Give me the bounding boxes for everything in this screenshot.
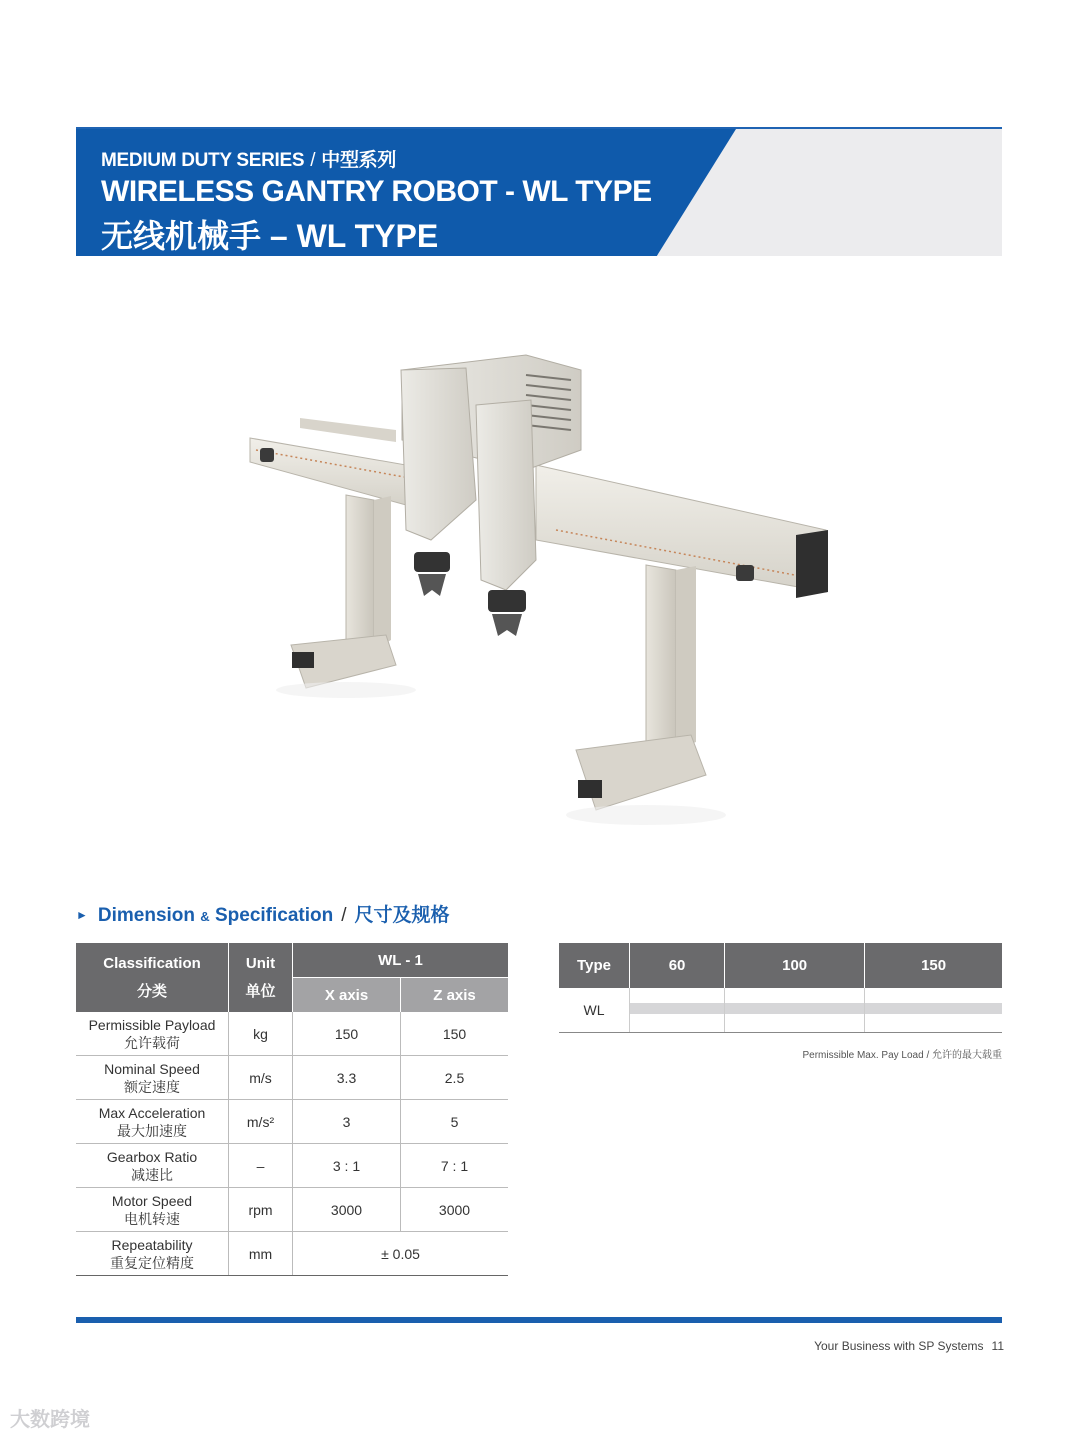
watermark: 大数跨境 [10, 1409, 90, 1431]
section-heading-cn: 尺寸及规格 [354, 905, 450, 926]
gantry-robot-image [236, 330, 842, 850]
table-row: Motor Speed 电机转速 rpm 3000 3000 [76, 1188, 508, 1232]
col-x-axis: X axis [293, 978, 401, 1013]
col-100: 100 [725, 943, 865, 988]
col-150: 150 [865, 943, 1002, 988]
page-number: 11 [991, 1339, 1004, 1353]
footer-divider [76, 1317, 1002, 1323]
table-row: Repeatability 重复定位精度 mm ± 0.05 [76, 1232, 508, 1276]
payload-note: Permissible Max. Pay Load / 允许的最大载重 [802, 1050, 1002, 1061]
page-title: WIRELESS GANTRY ROBOT - WL TYPE [101, 175, 652, 208]
spec-table [76, 943, 508, 1276]
table-row: WL [559, 988, 1002, 1033]
col-model: WL - 1 [293, 943, 509, 978]
triangle-bullet-icon: ► [76, 908, 88, 922]
section-heading: ► Dimension & Specification / 尺寸及规格 [76, 905, 450, 926]
col-60: 60 [630, 943, 725, 988]
type-table [559, 943, 1002, 1033]
table-row: Max Acceleration 最大加速度 m/s² 3 5 [76, 1100, 508, 1144]
table-row: Nominal Speed 额定速度 m/s 3.3 2.5 [76, 1056, 508, 1100]
table-row: Gearbox Ratio 减速比 – 3 : 1 7 : 1 [76, 1144, 508, 1188]
col-z-axis: Z axis [401, 978, 509, 1013]
table-row: Permissible Payload 允许载荷 kg 150 150 [76, 1012, 508, 1056]
col-unit: Unit 单位 [229, 943, 293, 1012]
col-type: Type [559, 943, 630, 988]
page-title-cn: 无线机械手 – WL TYPE [101, 218, 439, 254]
series-label-cn: 中型系列 [321, 150, 397, 171]
col-classification: Classification 分类 [76, 943, 229, 1012]
footer-text: Your Business with SP Systems [814, 1339, 984, 1353]
series-label: MEDIUM DUTY SERIES / 中型系列 [101, 150, 397, 171]
footer [814, 1339, 1004, 1353]
header-banner [76, 127, 1002, 256]
